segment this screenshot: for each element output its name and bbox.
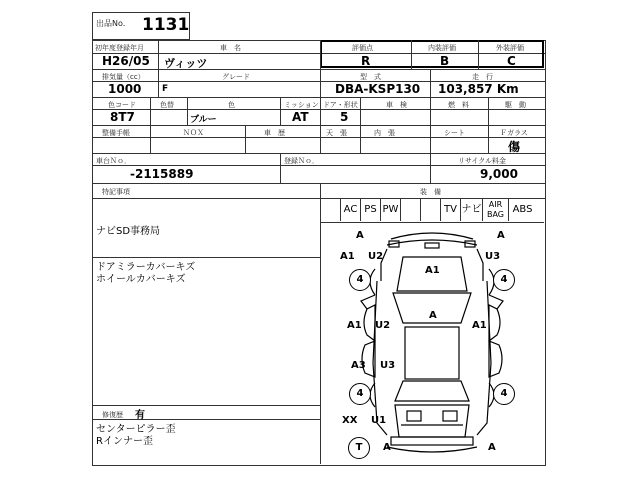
value-displacement: 1000	[108, 82, 142, 96]
marker-u2-door-left: U2	[375, 320, 391, 331]
value-exterior: C	[507, 54, 516, 68]
value-grade: F	[162, 84, 169, 94]
label-equipment: 装 備	[420, 188, 441, 196]
equipment-cell: PW	[380, 199, 400, 221]
repair-line1: センターピラー歪	[96, 424, 176, 435]
value-doors: 5	[340, 110, 349, 124]
label-score: 評価点	[352, 44, 373, 52]
value-transmission: AT	[292, 110, 309, 124]
marker-a1-door-right: A1	[472, 320, 487, 331]
marker-a3-rear-left: A3	[351, 360, 366, 371]
marker-a1-front-left: A1	[340, 251, 355, 262]
value-recycle: 9,000	[480, 167, 518, 181]
label-nox: ＮＯＸ	[183, 129, 204, 137]
marker-u1: U1	[371, 415, 387, 426]
label-drive: 駆 動	[505, 101, 526, 109]
value-f-glass: 傷	[508, 140, 521, 154]
value-model: DBA-KSP130	[335, 82, 421, 96]
marker-a1-door-left: A1	[347, 320, 362, 331]
label-car-name: 車 名	[220, 44, 241, 52]
marker-u2-front-left: U2	[368, 251, 384, 262]
label-fuel: 燃 料	[448, 101, 469, 109]
label-color-change: 色替	[160, 101, 174, 109]
label-recycle: リサイクル料金	[458, 157, 507, 165]
tire-rear-left: 4	[349, 383, 371, 405]
marker-xx: XX	[342, 415, 358, 426]
marker-a-bottom-left: A	[383, 442, 391, 453]
equipment-cell: ABS	[508, 199, 536, 221]
label-f-glass: Ｆガラス	[500, 129, 528, 137]
marker-a-top-right: A	[497, 230, 505, 241]
value-mileage: 103,857 Km	[438, 82, 519, 96]
repair-line2: Rインナー歪	[96, 436, 153, 447]
equipment-cell	[420, 199, 440, 221]
tire-front-left: 4	[349, 269, 371, 291]
value-chassis: -2115889	[130, 167, 194, 181]
note-line2: ドアミラーカバーキズ	[96, 262, 196, 273]
label-repair: 修復歴	[102, 411, 123, 419]
value-interior: B	[440, 54, 450, 68]
label-doors: ドア・形状	[323, 101, 358, 109]
label-interior-trim: 内 張	[374, 129, 395, 137]
label-displacement: 排気量（cc）	[102, 73, 145, 81]
label-chassis: 車台Ｎｏ．	[96, 157, 131, 165]
marker-a-bottom-right: A	[488, 442, 496, 453]
value-first-reg: H26/05	[102, 54, 150, 68]
label-grade: グレード	[222, 73, 250, 81]
value-color-code: 8T7	[110, 110, 135, 124]
value-score: R	[361, 54, 371, 68]
marker-u3-rear-left: U3	[380, 360, 396, 371]
marker-a-top-left: A	[356, 230, 364, 241]
value-color: ブルー	[190, 115, 217, 125]
equipment-cell: AC	[340, 199, 360, 221]
value-repair: 有	[135, 410, 145, 421]
equipment-cell: PS	[360, 199, 380, 221]
label-exterior: 外装評価	[496, 44, 524, 52]
marker-u3-front-right: U3	[485, 251, 501, 262]
equipment-cell: AIR BAG	[482, 199, 508, 221]
label-color-code: 色コード	[108, 101, 136, 109]
label-inspection: 車 検	[386, 101, 407, 109]
lot-label: 出品No.	[96, 19, 126, 28]
label-reg-no: 登録Ｎｏ．	[284, 157, 319, 165]
label-manual: 整備手帳	[102, 129, 130, 137]
lot-number: 1131	[142, 15, 190, 35]
tire-rear-right: 4	[493, 383, 515, 405]
note-line3: ホイールカバーキズ	[96, 274, 186, 285]
label-mileage: 走 行	[472, 73, 493, 81]
label-seat: シート	[444, 129, 465, 137]
marker-t-circle: T	[348, 437, 370, 459]
equipment-cell: TV	[440, 199, 460, 221]
tire-front-right: 4	[493, 269, 515, 291]
label-first-reg: 初年度登録年月	[95, 44, 144, 52]
label-notes: 特記事項	[102, 188, 130, 196]
label-history: 車 歴	[264, 129, 285, 137]
label-sunroof: 天 張	[326, 129, 347, 137]
note-line1: ナビSD事務局	[96, 226, 161, 237]
label-color: 色	[228, 101, 235, 109]
equipment-cell: ナビ	[460, 199, 482, 221]
equipment-cell	[400, 199, 420, 221]
label-interior: 内装評価	[428, 44, 456, 52]
value-car-name: ヴィッツ	[164, 57, 208, 70]
label-model: 型 式	[360, 73, 381, 81]
label-transmission: ミッション	[284, 101, 319, 109]
marker-a1-hood: A1	[425, 265, 440, 276]
marker-a-roof: A	[429, 310, 437, 321]
